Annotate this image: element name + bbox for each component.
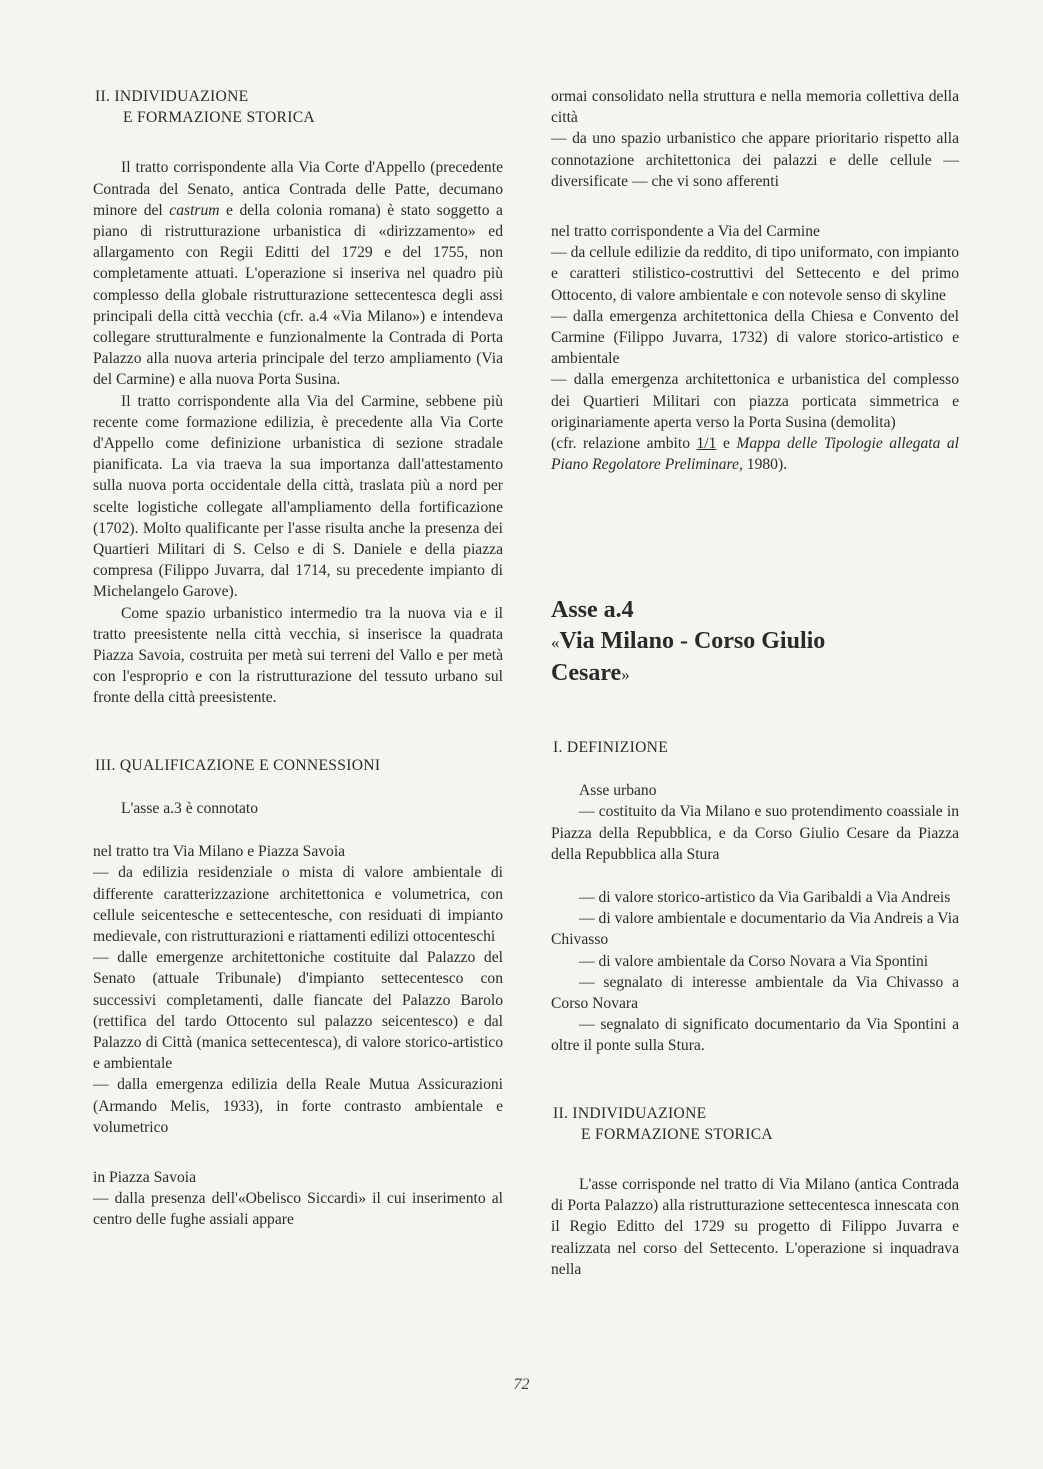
list-item: — dalla emergenza architettonica e urbanistica del complesso dei Quartieri Militari con piazza porticata simmetrica e originariamente aperta verso la Porta Susina (demolita) bbox=[551, 371, 959, 431]
paragraph: L'asse corrisponde nel tratto di Via Milano (antica Contrada di Porta Palazzo) alla ristrutturazione settecentesca innescata con il Regio Editto del 1729 su progetto di Filippo Juvarra e realizzata nel corso del Settecento. L'operazione si inquadrava nella bbox=[551, 1176, 959, 1278]
list-item: — da cellule edilizie da reddito, di tipo uniformato, con impianto e caratteri stilistico-costruttivi del Settecento e del primo Ottocento, di valore ambientale e con notevole senso di skyline bbox=[551, 244, 959, 304]
value-item: — di valore ambientale e documentario da Via Andreis a Via Chivasso bbox=[551, 910, 959, 949]
page-number: 72 bbox=[513, 1376, 530, 1393]
list-item: — dalle emergenze architettoniche costituite dal Palazzo del Senato (attuale Tribunale) d'impianto settecentesco con successivi completamenti, dalle fiancate del Palazzo Barolo (rettifica del tardo Ottocento sul palazzo seicentesco) e dal Palazzo di Città (manica settecentesca), di valore storico-artistico e ambientale bbox=[93, 949, 503, 1073]
section-heading: II. INDIVIDUAZIONE bbox=[553, 1104, 707, 1122]
paragraph-1: Il tratto corrispondente alla Via Corte d'Appello (precedente Contrada del Senato, antica Contrada delle Patte, decumano minore del castrum e della colonia romana) è stato soggetto a piano di ristrutturazione urbanistica di «dirizzamento» ed allargamento con Regii Editti del 1729 e del 1755, non completamente attuati. L'operazione si inseriva nel quadro più complesso della globale ristrutturazione settecentesca degli assi principali della città vecchia (cfr. a.4 «Via Milano») e intendeva collegare strutturalmente e funzionalmente la Contrada di Porta Palazzo alla nuova arteria principale del terzo ampliamento (Via del Carmine) e alla nuova Porta Susina. bbox=[93, 159, 503, 389]
section-intro: L'asse a.3 è connotato bbox=[121, 799, 259, 817]
section-heading: II. INDIVIDUAZIONE bbox=[95, 88, 249, 105]
list-item: — dalla emergenza edilizia della Reale Mutua Assicurazioni (Armando Melis, 1933), in forte contrasto ambientale e volumetrico bbox=[93, 1076, 503, 1136]
list-item: — da uno spazio urbanistico che appare prioritario rispetto alla connotazione architettonica dei palazzi e delle cellule — diversificate — che vi sono afferenti bbox=[551, 130, 959, 190]
section-heading-line2: E FORMAZIONE STORICA bbox=[123, 109, 315, 127]
left-column bbox=[93, 86, 503, 1231]
value-item: — segnalato di interesse ambientale da Via Chivasso a Corso Novara bbox=[551, 973, 959, 1012]
list-item: — dalla emergenza architettonica della Chiesa e Convento del Carmine (Filippo Juvarra, 1732) di valore storico-artistico e ambientale bbox=[551, 307, 959, 368]
continued-text: ormai consolidato nella struttura e nella memoria collettiva della città bbox=[551, 88, 959, 127]
subheading-piazza-savoia: in Piazza Savoia bbox=[93, 1168, 197, 1186]
emphasis-castrum: castrum bbox=[169, 201, 220, 219]
subheading-via-milano-piazza-savoia: nel tratto tra Via Milano e Piazza Savoia bbox=[93, 843, 346, 861]
section-heading-definizione: I. DEFINIZIONE bbox=[553, 738, 669, 756]
ambito-link: 1/1 bbox=[696, 435, 717, 453]
definition-text: — costituito da Via Milano e suo protendimento coassiale in Piazza della Repubblica, e da Corso Giulio Cesare da Piazza della Repubblica alla Stura bbox=[551, 803, 959, 863]
section-heading-qualificazione: III. QUALIFICAZIONE E CONNESSIONI bbox=[95, 756, 381, 774]
value-item: — di valore storico-artistico da Via Garibaldi a Via Andreis bbox=[579, 888, 951, 906]
right-column bbox=[551, 86, 959, 1280]
paragraph-3: Come spazio urbanistico intermedio tra la nuova via e il tratto preesistente nella città vecchia, si inserisce la quadrata Piazza Savoia, costruita per metà sui terreni del Vallo e per metà con l'esproprio e con la ristrutturazione del tessuto urbano sul fronte della città preesistente. bbox=[93, 604, 503, 707]
reference-note: (cfr. relazione ambito 1/1 e Mappa delle Tipologie allegata al Piano Regolatore Preliminare, 1980). bbox=[551, 435, 960, 474]
value-item: — segnalato di significato documentario da Via Spontini a oltre il ponte sulla Stura. bbox=[551, 1016, 959, 1055]
value-item: — di valore ambientale da Corso Novara a Via Spontini bbox=[579, 952, 929, 970]
paragraph-2: Il tratto corrispondente alla Via del Carmine, sebbene più recente come formazione edilizia, è precedente alla Via Corte d'Appello come definizione urbanistica di sezione stradale pianificata. La via traeva la sua importanza dall'attestamento sulla nuova porta occidentale della città, traslata più a nord per scelte logistiche collegate all'ampliamento della fortificazione (1702). Molto qualificante per l'asse risulta anche la presenza dei Quartieri Militari di S. Celso e di S. Daniele e della piazza compresa (Filippo Juvarra, dal 1714, su precedente impianto di Michelangelo Garove). bbox=[93, 392, 503, 601]
subheading-asse-urbano: Asse urbano bbox=[579, 782, 657, 800]
section-heading-line2: E FORMAZIONE STORICA bbox=[581, 1125, 773, 1143]
list-item: — da edilizia residenziale o mista di valore ambientale di differente caratterizzazione architettonica e volumetrica, con cellule seicentesche e settecentesche, con residuati di impianto medievale, con ristrutturazioni e riattamenti edilizi ottocenteschi bbox=[93, 864, 503, 945]
asse-title: Asse a.4 «Via Milano - Corso Giulio Cesare» bbox=[551, 597, 826, 687]
emphasis-mappa: Mappa delle Tipologie allegata al Piano Regolatore Preliminare bbox=[551, 435, 960, 474]
subheading-via-del-carmine: nel tratto corrispondente a Via del Carmine bbox=[551, 223, 820, 241]
list-item: — dalla presenza dell'«Obelisco Siccardi» il cui inserimento al centro delle fughe assiali appare bbox=[93, 1190, 503, 1229]
